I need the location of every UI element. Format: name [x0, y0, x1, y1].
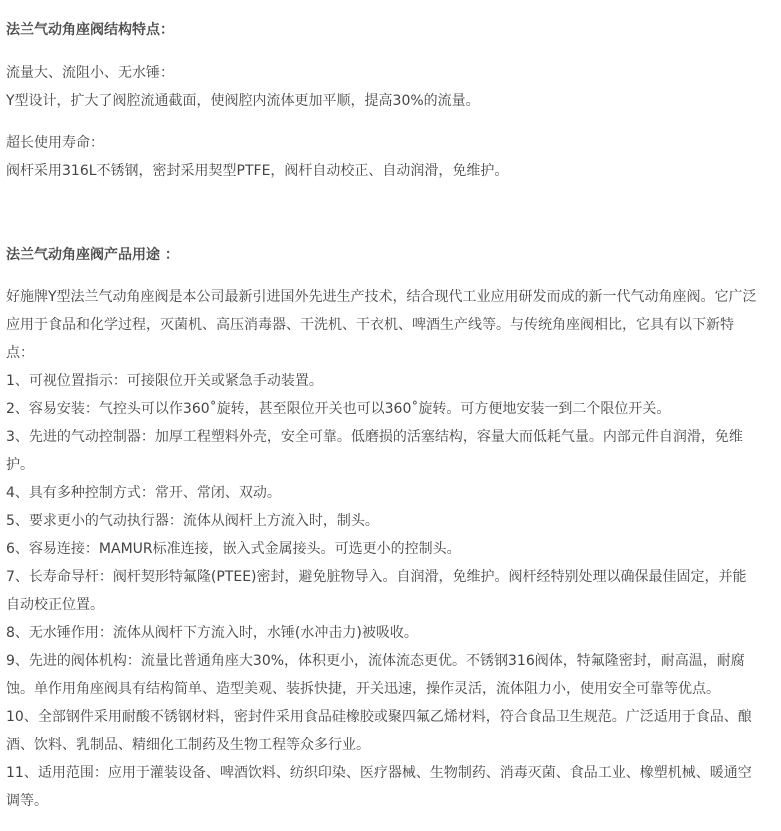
- usage-point: 11、适用范围：应用于灌装设备、啤酒饮料、纺织印染、医疗器械、生物制药、消毒灭菌、食品工业、橡塑机械、暖通空调等。: [6, 765, 752, 809]
- feature-text: 阀杆采用316L不锈钢，密封采用契型PTFE，阀杆自动校正、自动润滑，免维护。: [6, 163, 509, 179]
- usage-point: 9、先进的阀体机构：流量比普通角座大30%，体积更小，流体流态更优。不锈钢316阀体，特氟隆密封，耐高温，耐腐蚀。单作用角座阀具有结构简单、造型美观、装拆快捷，开关迅速，操作灵活，流体阻力小，使用安全可靠等优点。: [6, 653, 745, 697]
- feature-title: 流量大、流阻小、无水锤：: [6, 65, 174, 81]
- structure-heading: 法兰气动角座阀结构特点：: [6, 22, 174, 38]
- feature-title: 超长使用寿命：: [6, 135, 104, 151]
- feature-text: Y型设计，扩大了阀腔流通截面，使阀腔内流体更加平顺，提高30%的流量。: [6, 93, 480, 109]
- usage-intro: 好施牌Y型法兰气动角座阀是本公司最新引进国外先进生产技术，结合现代工业应用研发而成的新一代气动角座阀。它广泛应用于食品和化学过程，灭菌机、高压消毒器、干洗机、干衣机、啤酒生产线等。与传统角座阀相比，它具有以下新特点：: [6, 289, 757, 361]
- usage-heading: 法兰气动角座阀产品用途 ：: [6, 247, 179, 263]
- usage-point: 5、要求更小的气动执行器：流体从阀杆上方流入时，制头。: [6, 513, 379, 529]
- usage-point: 1、可视位置指示：可接限位开关或紧急手动装置。: [6, 373, 323, 389]
- usage-point: 6、容易连接：MAMUR标准连接，嵌入式金属接头。可选更小的控制头。: [6, 541, 461, 557]
- usage-point: 10、全部钢件采用耐酸不锈钢材料，密封件采用食品硅橡胶或聚四氟乙烯材料，符合食品卫生规范。广泛适用于食品、酿酒、饮料、乳制品、精细化工制药及生物工程等众多行业。: [6, 709, 752, 753]
- usage-point: 8、无水锤作用：流体从阀杆下方流入时，水锤(水冲击力)被吸收。: [6, 625, 418, 641]
- usage-point: 3、先进的气动控制器：加厚工程塑料外壳，安全可靠。低磨损的活塞结构，容量大而低耗气量。内部元件自润滑，免维护。: [6, 429, 743, 473]
- usage-point: 2、容易安装：气控头可以作360˚旋转，甚至限位开关也可以360˚旋转。可方便地安装一到二个限位开关。: [6, 401, 671, 417]
- usage-point: 4、具有多种控制方式：常开、常闭、双动。: [6, 485, 281, 501]
- usage-point: 7、长寿命导杆：阀杆契形特氟隆(PTEE)密封，避免脏物导入。自润滑，免维护。阀杆经特别处理以确保最佳固定，并能自动校正位置。: [6, 569, 747, 613]
